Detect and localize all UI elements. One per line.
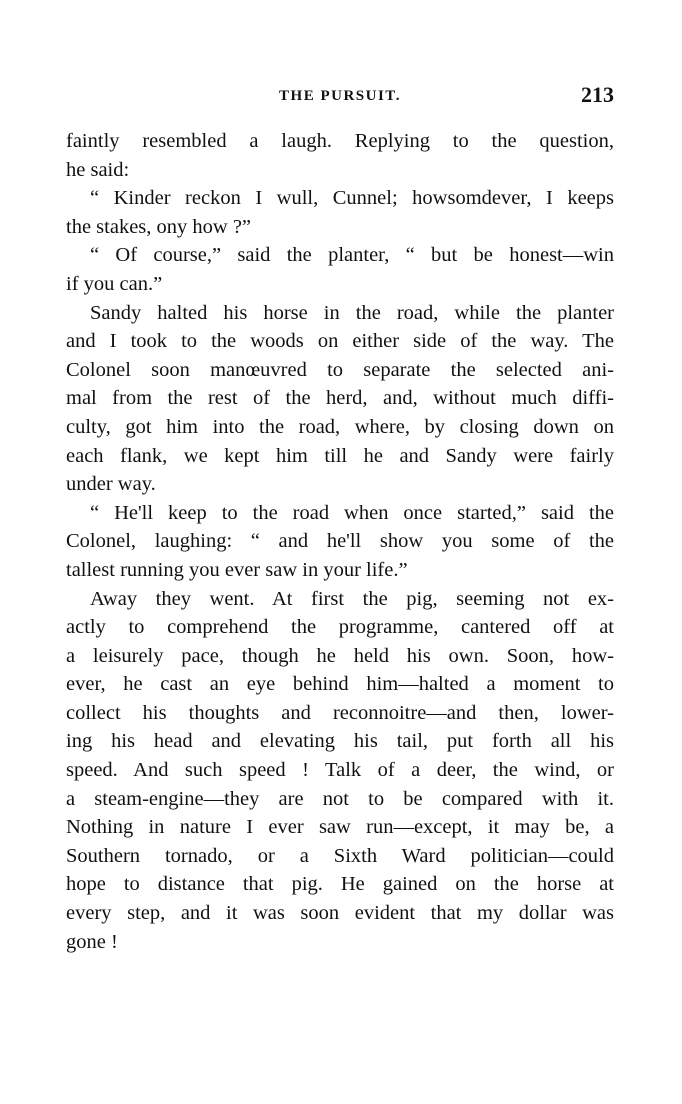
- text-line: the stakes, ony how ?”: [66, 215, 252, 238]
- text-line: a leisurely pace, though he held his own. Soon, how-: [66, 644, 614, 667]
- text-line: culty, got him into the road, where, by closing down on: [66, 415, 614, 438]
- text-line: if you can.”: [66, 272, 163, 295]
- text-line: ever, he cast an eye behind him—halted a moment to: [66, 673, 614, 696]
- text-line: gone !: [66, 930, 118, 953]
- text-line: hope to distance that pig. He gained on the horse at: [66, 873, 614, 896]
- text-line: each flank, we kept him till he and Sandy were fairly: [66, 444, 614, 467]
- text-line: “ He'll keep to the road when once started,” said the: [90, 501, 614, 524]
- text-line: tallest running you ever saw in your life.”: [66, 558, 408, 581]
- text-line: every step, and it was soon evident that my dollar was: [66, 902, 614, 925]
- text-line: ing his head and elevating his tail, put forth all his: [66, 730, 614, 753]
- text-line: Colonel soon manœuvred to separate the selected ani-: [66, 358, 614, 381]
- running-title: THE PURSUIT.: [279, 88, 401, 104]
- text-line: he said:: [66, 158, 130, 181]
- text-line: a steam-engine—they are not to be compared with it.: [66, 787, 614, 810]
- text-line: Sandy halted his horse in the road, while the planter: [90, 301, 614, 324]
- text-line: collect his thoughts and reconnoitre—and then, lower-: [66, 701, 614, 724]
- text-line: Away they went. At first the pig, seeming not ex-: [90, 587, 614, 610]
- text-line: under way.: [66, 473, 156, 496]
- text-line: and I took to the woods on either side of the way. The: [66, 330, 614, 353]
- page-number: 213: [581, 82, 614, 107]
- text-line: Nothing in nature I ever saw run—except, it may be, a: [66, 816, 614, 839]
- text-line: “ Of course,” said the planter, “ but be honest—win: [90, 244, 614, 267]
- text-line: “ Kinder reckon I wull, Cunnel; howsomdever, I keeps: [90, 187, 614, 210]
- text-line: speed. And such speed ! Talk of a deer, the wind, or: [66, 759, 614, 782]
- text-line: mal from the rest of the herd, and, without much diffi-: [66, 387, 614, 410]
- running-head: [66, 82, 614, 112]
- text-line: Southern tornado, or a Sixth Ward politician—could: [66, 844, 614, 867]
- text-line: faintly resembled a laugh. Replying to the question,: [66, 130, 614, 152]
- text-line: Colonel, laughing: “ and he'll show you some of the: [66, 530, 614, 553]
- text-line: actly to comprehend the programme, cantered off at: [66, 616, 614, 639]
- body-text: [66, 127, 614, 956]
